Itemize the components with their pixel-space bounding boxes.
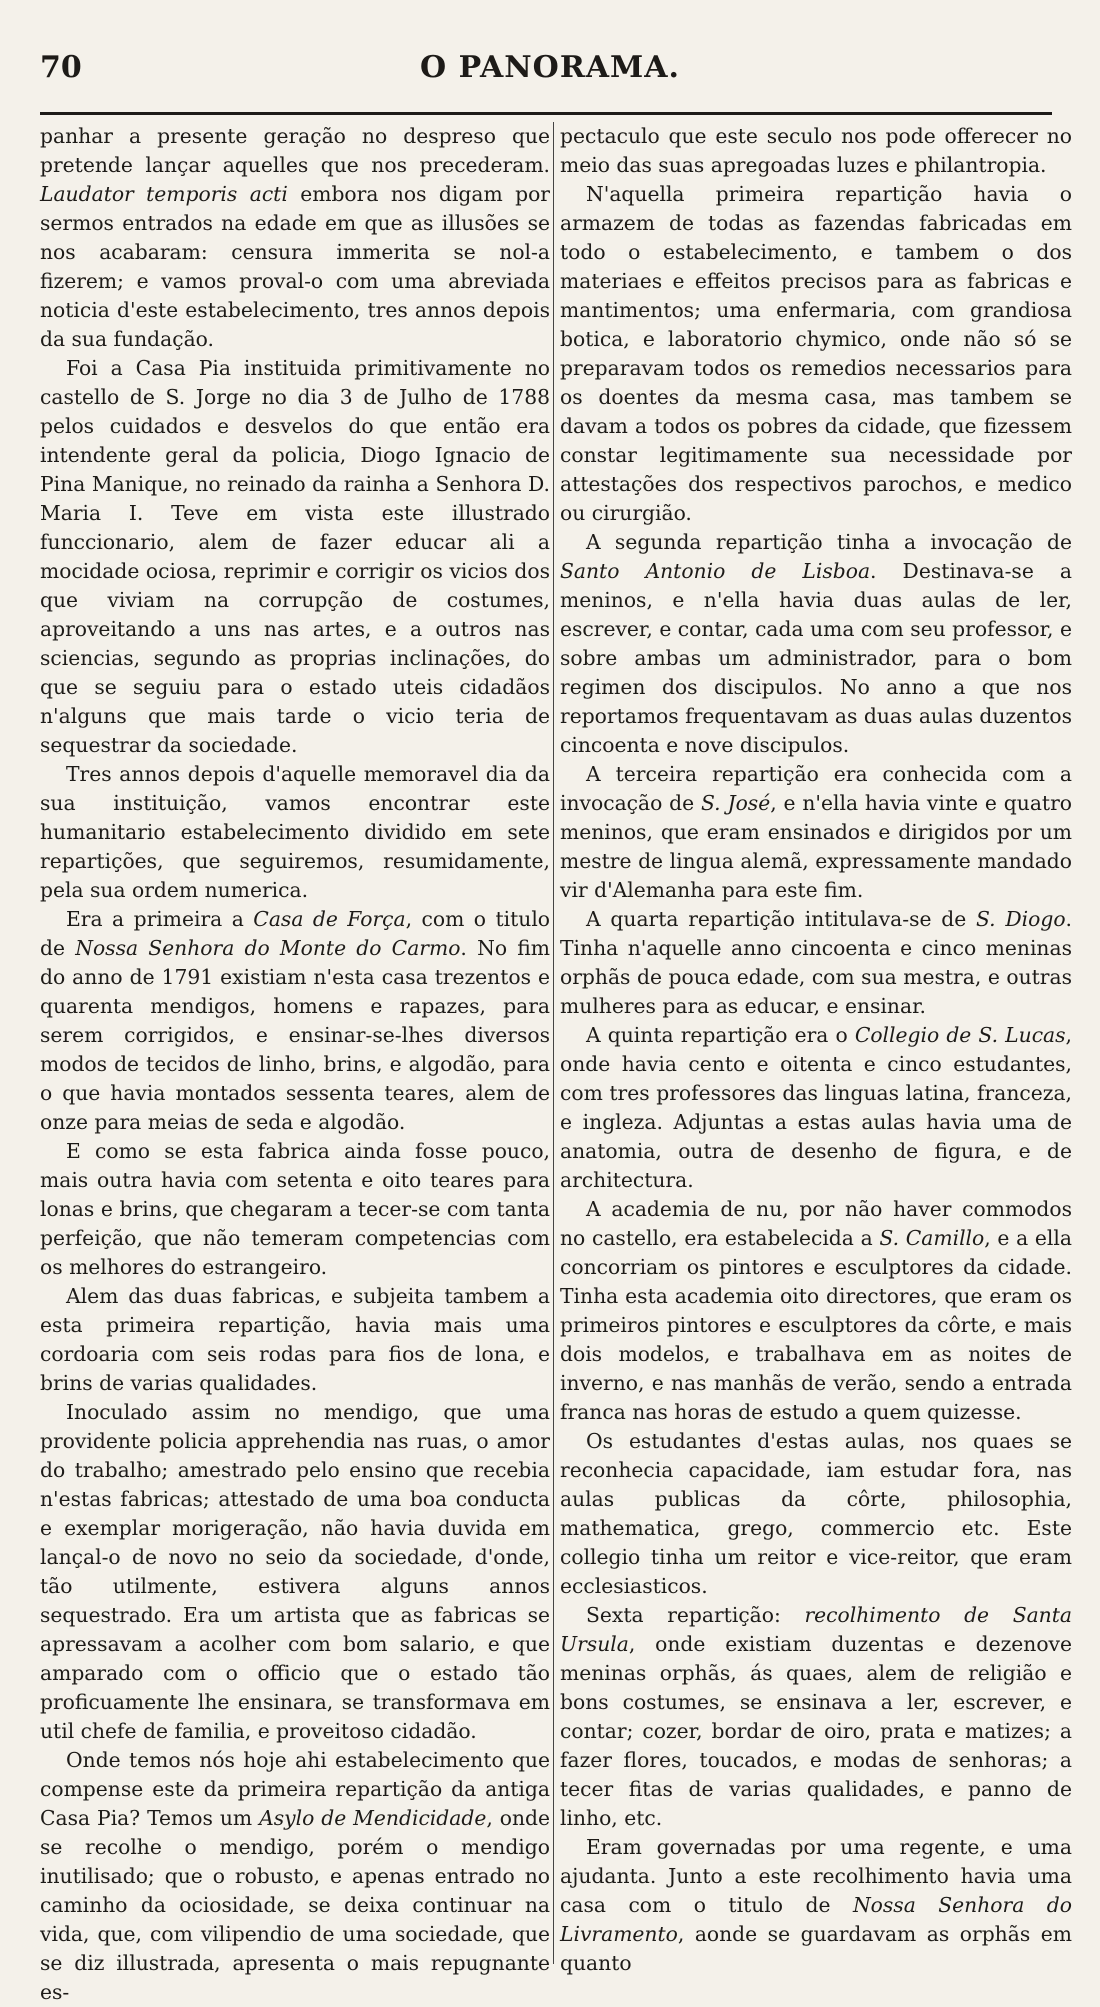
paragraph xyxy=(560,528,1072,760)
text-run: Alem das duas fabricas, e subjeita tambem a esta primeira repartição, havia mais uma cordoaria com seis rodas para fios de lona, e brins de varias qualidades. xyxy=(40,1284,550,1395)
text-run: , aonde se guardavam as orphãs em quanto xyxy=(560,1922,1072,1975)
paragraph xyxy=(40,1137,550,1282)
text-run: N'aquella primeira repartição havia o armazem de todas as fazendas fabricadas em todo o estabelecimento, e tambem o dos materiaes e effeitos precisos para as fabricas e mantimentos; uma enfermaria, com grandiosa botica, e laboratorio chymico, onde não só se preparavam todos os remedios necessarios para os doentes da mesma casa, mas tambem se davam a todos os pobres da cidade, que fizessem constar legitimamente sua necessidade por attestações dos respectivos parochos, e medico ou cirurgião. xyxy=(560,182,1072,525)
left-column xyxy=(40,122,550,2007)
text-run: Foi a Casa Pia instituida primitivamente no castello de S. Jorge no dia 3 de Julho de 1788 pelos cuidados e desvelos do que então era intendente geral da policia, Diogo Ignacio de Pina Manique, no reinado da rainha a Senhora D. Maria I. Teve em vista este illustrado funccionario, alem de fazer educar ali a mocidade ociosa, reprimir e corrigir os vicios dos que viviam na corrupção de costumes, aproveitando a uns nas artes, e a outros nas sciencias, segundo as proprias inclinações, do que se seguiu para o estado uteis cidadãos n'alguns que mais tarde o vicio teria de sequestrar da sociedade. xyxy=(40,356,550,757)
paragraph xyxy=(560,1427,1072,1601)
italic-text: Collegio de S. Lucas xyxy=(854,1023,1066,1047)
paragraph xyxy=(40,1282,550,1398)
text-run: Os estudantes d'estas aulas, nos quaes se reconhecia capacidade, iam estudar fora, nas aulas publicas da côrte, philosophia, mathematica, grego, commercio etc. Este collegio tinha um reitor e vice-reitor, que eram ecclesiasticos. xyxy=(560,1429,1072,1598)
text-run: , com o titulo de xyxy=(40,907,551,960)
text-run: Inoculado assim no mendigo, que uma providente policia apprehendia nas ruas, o amor do trabalho; amestrado pelo ensino que recebia n'estas fabricas; attestado de uma boa conducta e exemplar morigeração, não havia duvida em lançal-o de novo no seio da sociedade, d'onde, tão utilmente, estivera alguns annos sequestrado. Era um artista que as fabricas se apressavam a acolher com bom salario, e que amparado com o officio que o estado tão proficuamente lhe ensinara, se transformava em util chefe de familia, e proveitoso cidadão. xyxy=(40,1400,550,1743)
text-run: . No fim do anno de 1791 existiam n'esta casa trezentos e quarenta mendigos, homens e rapazes, para serem corrigidos, e ensinar-se-lhes diversos modos de tecidos de linho, brins, e algodão, para o que havia montados sessenta teares, alem de onze para meias de seda e algodão. xyxy=(40,936,550,1134)
paragraph xyxy=(560,1601,1072,1833)
text-run: pectaculo que este seculo nos pode offerecer no meio das suas apregoadas luzes e philantropia. xyxy=(560,124,1072,177)
journal-title: O PANORAMA. xyxy=(420,50,680,85)
paragraph xyxy=(560,1195,1072,1427)
paragraph xyxy=(560,1833,1072,1978)
paragraph xyxy=(40,1746,550,2007)
text-run: Onde temos nós hoje ahi estabelecimento que compense este da primeira repartição da antiga Casa Pia? Temos um xyxy=(40,1748,550,1830)
italic-text: Nossa Senhora do Monte do Carmo xyxy=(75,936,461,960)
italic-text: Asylo de Mendicidade xyxy=(259,1806,487,1830)
text-run: embora nos digam por sermos entrados na edade em que as illusões se nos acabaram: censura immerita se nol-a fizerem; e vamos proval-o com uma abreviada noticia d'este estabelecimento, tres annos depois da sua fundação. xyxy=(40,182,550,351)
paragraph xyxy=(40,354,550,760)
italic-text: recolhimento de Santa Ursula xyxy=(560,1603,1072,1656)
paragraph xyxy=(40,1398,550,1746)
text-run: , onde se recolhe o mendigo, porém o mendigo inutilisado; que o robusto, e apenas entrado no caminho da ociosidade, se deixa continuar na vida, que, com vilipendio de uma sociedade, que se diz illustrada, apresenta o mais repugnante es- xyxy=(40,1806,551,2004)
italic-text: S. José xyxy=(701,791,771,815)
paragraph xyxy=(40,122,550,354)
paragraph xyxy=(560,905,1072,1021)
paragraph xyxy=(40,760,550,905)
paragraph xyxy=(40,905,550,1137)
paragraph xyxy=(560,122,1072,180)
paragraph xyxy=(560,760,1072,905)
italic-text: Nossa Senhora do Livramento xyxy=(560,1893,1072,1946)
right-column xyxy=(560,122,1072,1978)
text-run: A quarta repartição intitulava-se de xyxy=(586,907,977,931)
text-run: Sexta repartição: xyxy=(586,1603,805,1627)
text-run: , onde havia cento e oitenta e cinco estudantes, com tres professores das linguas latina, franceza, e ingleza. Adjuntas a estas aulas havia uma de anatomia, outra de desenho de figura, e de architectura. xyxy=(560,1023,1072,1192)
text-run: . Destinava-se a meninos, e n'ella havia duas aulas de ler, escrever, e contar, cada uma com seu professor, e sobre ambas um administrador, para o bom regimen dos discipulos. No anno a que nos reportamos frequentavam as duas aulas duzentos cincoenta e nove discipulos. xyxy=(560,559,1072,757)
article-body xyxy=(40,122,1072,2004)
text-run: , e a ella concorriam os pintores e esculptores da cidade. Tinha esta academia oito directores, que eram os primeiros pintores e esculptores da côrte, e mais dois modelos, e trabalhava em as noites de inverno, e nas manhãs de verão, sendo a entrada franca nas horas de estudo a quem quizesse. xyxy=(560,1226,1072,1424)
text-run: A academia de nu, por não haver commodos no castello, era estabelecida a xyxy=(560,1197,1072,1250)
text-run: Era a primeira a xyxy=(66,907,254,931)
italic-text: S. Diogo xyxy=(976,907,1066,931)
italic-text: Santo Antonio de Lisboa xyxy=(560,559,871,583)
page-number: 70 xyxy=(40,50,82,85)
text-run: Eram governadas por uma regente, e uma ajudanta. Junto a este recolhimento havia uma casa com o titulo de xyxy=(560,1835,1072,1917)
italic-text: S. Camillo xyxy=(879,1226,985,1250)
italic-text: Laudator temporis acti xyxy=(40,182,288,206)
paragraph xyxy=(560,1021,1072,1195)
italic-text: Casa de Força xyxy=(253,907,406,931)
text-run: panhar a presente geração no despreso que pretende lançar aquelles que nos precederam. xyxy=(40,124,550,177)
text-run: , onde existiam duzentas e dezenove meninas orphãs, ás quaes, alem de religião e bons costumes, se ensinava a ler, escrever, e contar; cozer, bordar de oiro, prata e matizes; a fazer flores, toucados, e modas de senhoras; a tecer fitas de varias qualidades, e panno de linho, etc. xyxy=(560,1632,1072,1830)
header-rule xyxy=(40,112,1052,115)
page-header xyxy=(40,50,1060,90)
paragraph xyxy=(560,180,1072,528)
text-run: A quinta repartição era o xyxy=(586,1023,855,1047)
text-run: E como se esta fabrica ainda fosse pouco, mais outra havia com setenta e oito teares para lonas e brins, que chegaram a tecer-se com tanta perfeição, que não temeram competencias com os melhores do estrangeiro. xyxy=(40,1139,550,1279)
text-run: Tres annos depois d'aquelle memoravel dia da sua instituição, vamos encontrar este humanitario estabelecimento dividido em sete repartições, que seguiremos, resumidamente, pela sua ordem numerica. xyxy=(40,762,550,902)
text-run: , e n'ella havia vinte e quatro meninos, que eram ensinados e dirigidos por um mestre de lingua alemã, expressamente mandado vir d'Alemanha para este fim. xyxy=(560,791,1072,902)
text-run: A segunda repartição tinha a invocação de xyxy=(586,530,1072,554)
text-run: . Tinha n'aquelle anno cincoenta e cinco meninas orphãs de pouca edade, com sua mestra, e outras mulheres para as educar, e ensinar. xyxy=(560,907,1072,1018)
text-run: A terceira repartição era conhecida com a invocação de xyxy=(560,762,1072,815)
